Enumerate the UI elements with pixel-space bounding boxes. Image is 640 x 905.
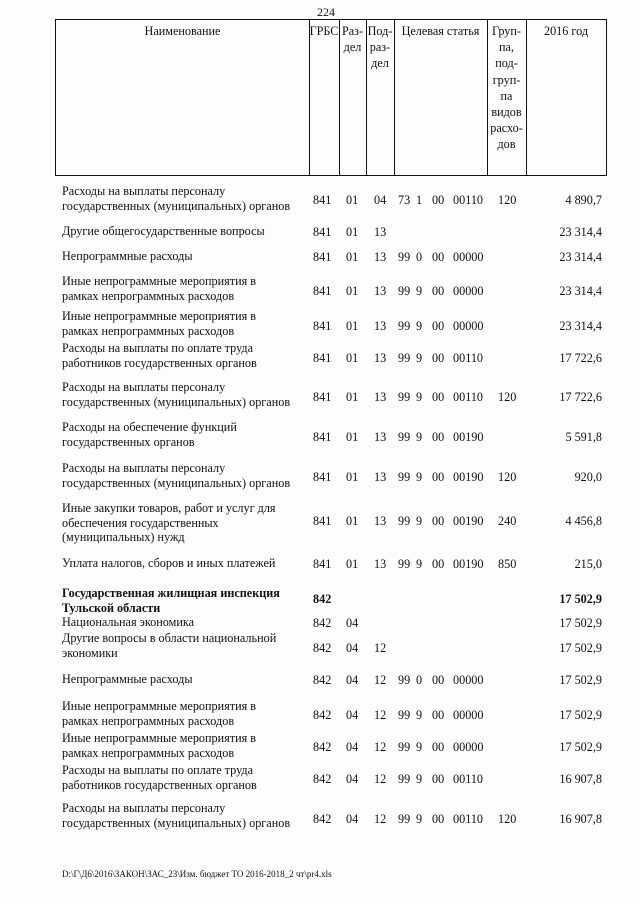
target-program-cell: 99 — [398, 812, 411, 826]
razdel-cell: 01 — [346, 557, 359, 571]
target-main-cell: 00 — [432, 250, 445, 264]
file-path-footer: D:\Г\Д6\2016\ЗАКОН\ЗАС_23\Изм. бюджет ТО 2016-2018_2 чт\pr4.xls — [62, 869, 332, 879]
group-cell: 120 — [498, 812, 517, 826]
target-subprogram-cell: 0 — [416, 250, 423, 264]
target-code-cell: 00110 — [453, 812, 484, 826]
amount-cell: 4 456,8 — [565, 514, 602, 528]
podrazdel-cell: 12 — [374, 740, 387, 754]
grbs-cell: 842 — [313, 740, 332, 754]
razdel-cell: 04 — [346, 673, 359, 687]
column-divider — [526, 19, 527, 176]
target-code-cell: 00000 — [453, 708, 484, 722]
row-name: Национальная экономика — [62, 615, 195, 629]
amount-cell: 17 722,6 — [559, 351, 602, 365]
header-year: 2016 год — [543, 24, 589, 38]
target-program-cell: 99 — [398, 470, 411, 484]
target-main-cell: 00 — [432, 351, 445, 365]
grbs-cell: 842 — [313, 772, 332, 786]
header-razdel: Раз- дел — [341, 24, 364, 55]
target-subprogram-cell: 9 — [416, 351, 423, 365]
target-main-cell: 00 — [432, 673, 445, 687]
grbs-cell: 842 — [313, 673, 332, 687]
target-subprogram-cell: 9 — [416, 812, 423, 826]
grbs-cell: 841 — [313, 193, 332, 207]
row-name: Иные непрограммные мероприятия в рамках непрограммных расходов — [62, 274, 257, 303]
razdel-cell: 01 — [346, 193, 359, 207]
amount-cell: 16 907,8 — [559, 812, 602, 826]
podrazdel-cell: 13 — [374, 319, 387, 333]
target-code-cell: 00000 — [453, 673, 484, 687]
column-divider — [309, 19, 310, 176]
razdel-cell: 04 — [346, 740, 359, 754]
target-program-cell: 99 — [398, 514, 411, 528]
podrazdel-cell: 13 — [374, 470, 387, 484]
target-code-cell: 00190 — [453, 514, 484, 528]
grbs-cell: 841 — [313, 430, 332, 444]
target-program-cell: 99 — [398, 740, 411, 754]
podrazdel-cell: 13 — [374, 250, 387, 264]
podrazdel-cell: 13 — [374, 284, 387, 298]
target-main-cell: 00 — [432, 430, 445, 444]
row-name: Иные непрограммные мероприятия в рамках непрограммных расходов — [62, 309, 257, 338]
page-number: 224 — [317, 5, 335, 19]
amount-cell: 23 314,4 — [559, 225, 602, 239]
row-name: Непрограммные расходы — [62, 672, 193, 686]
grbs-cell: 842 — [313, 592, 332, 606]
grbs-cell: 841 — [313, 319, 332, 333]
header-podrazdel: Под- раз- дел — [367, 24, 393, 71]
row-name: Непрограммные расходы — [62, 249, 193, 263]
target-main-cell: 00 — [432, 470, 445, 484]
amount-cell: 17 502,9 — [559, 592, 602, 606]
razdel-cell: 04 — [346, 812, 359, 826]
amount-cell: 23 314,4 — [559, 250, 602, 264]
target-program-cell: 99 — [398, 430, 411, 444]
target-code-cell: 00110 — [453, 193, 484, 207]
row-name: Государственная жилищная инспекция Тульской области — [62, 586, 280, 615]
row-name: Расходы на выплаты по оплате труда работников государственных органов — [62, 763, 257, 792]
group-cell: 120 — [498, 193, 517, 207]
grbs-cell: 842 — [313, 708, 332, 722]
podrazdel-cell: 12 — [374, 673, 387, 687]
grbs-cell: 841 — [313, 470, 332, 484]
header-name: Наименование — [144, 24, 221, 38]
razdel-cell: 01 — [346, 319, 359, 333]
target-main-cell: 00 — [432, 812, 445, 826]
amount-cell: 23 314,4 — [559, 319, 602, 333]
target-subprogram-cell: 9 — [416, 284, 423, 298]
podrazdel-cell: 12 — [374, 641, 387, 655]
razdel-cell: 01 — [346, 390, 359, 404]
target-program-cell: 99 — [398, 250, 411, 264]
target-subprogram-cell: 9 — [416, 430, 423, 444]
row-name: Иные непрограммные мероприятия в рамках непрограммных расходов — [62, 731, 257, 760]
target-main-cell: 00 — [432, 557, 445, 571]
razdel-cell: 04 — [346, 772, 359, 786]
grbs-cell: 841 — [313, 284, 332, 298]
amount-cell: 5 591,8 — [565, 430, 602, 444]
target-code-cell: 00110 — [453, 390, 484, 404]
podrazdel-cell: 04 — [374, 193, 387, 207]
podrazdel-cell: 12 — [374, 812, 387, 826]
target-subprogram-cell: 1 — [416, 193, 423, 207]
target-main-cell: 00 — [432, 193, 445, 207]
target-program-cell: 99 — [398, 557, 411, 571]
target-main-cell: 00 — [432, 514, 445, 528]
target-program-cell: 99 — [398, 351, 411, 365]
target-subprogram-cell: 9 — [416, 319, 423, 333]
group-cell: 120 — [498, 470, 517, 484]
target-code-cell: 00000 — [453, 250, 484, 264]
amount-cell: 23 314,4 — [559, 284, 602, 298]
target-code-cell: 00190 — [453, 470, 484, 484]
grbs-cell: 841 — [313, 351, 332, 365]
header-group: Груп- па, под- груп- па видов расхо- дов — [490, 24, 523, 152]
amount-cell: 17 502,9 — [559, 641, 602, 655]
razdel-cell: 04 — [346, 616, 359, 630]
header-target-article: Целевая статья — [401, 24, 480, 38]
target-main-cell: 00 — [432, 319, 445, 333]
target-code-cell: 00110 — [453, 772, 484, 786]
target-main-cell: 00 — [432, 740, 445, 754]
row-name: Уплата налогов, сборов и иных платежей — [62, 556, 276, 570]
razdel-cell: 01 — [346, 514, 359, 528]
target-program-cell: 99 — [398, 772, 411, 786]
target-program-cell: 99 — [398, 390, 411, 404]
grbs-cell: 841 — [313, 514, 332, 528]
razdel-cell: 01 — [346, 225, 359, 239]
target-code-cell: 00000 — [453, 740, 484, 754]
amount-cell: 16 907,8 — [559, 772, 602, 786]
amount-cell: 17 502,9 — [559, 673, 602, 687]
grbs-cell: 841 — [313, 250, 332, 264]
amount-cell: 215,0 — [574, 557, 602, 571]
target-subprogram-cell: 9 — [416, 772, 423, 786]
razdel-cell: 01 — [346, 250, 359, 264]
razdel-cell: 01 — [346, 430, 359, 444]
grbs-cell: 842 — [313, 812, 332, 826]
column-divider — [394, 19, 395, 176]
grbs-cell: 841 — [313, 557, 332, 571]
razdel-cell: 04 — [346, 708, 359, 722]
target-subprogram-cell: 9 — [416, 708, 423, 722]
amount-cell: 920,0 — [574, 470, 602, 484]
podrazdel-cell: 13 — [374, 557, 387, 571]
group-cell: 240 — [498, 514, 517, 528]
target-subprogram-cell: 9 — [416, 740, 423, 754]
row-name: Расходы на выплаты персоналу государственных (муниципальных) органов — [62, 184, 291, 213]
target-program-cell: 99 — [398, 673, 411, 687]
target-program-cell: 99 — [398, 284, 411, 298]
row-name: Расходы на обеспечение функций государственных органов — [62, 420, 237, 449]
header-grbs: ГРБС — [309, 24, 339, 38]
podrazdel-cell: 13 — [374, 351, 387, 365]
target-subprogram-cell: 9 — [416, 514, 423, 528]
target-code-cell: 00000 — [453, 284, 484, 298]
target-program-cell: 99 — [398, 708, 411, 722]
amount-cell: 17 502,9 — [559, 616, 602, 630]
row-name: Расходы на выплаты персоналу государственных (муниципальных) органов — [62, 801, 291, 830]
amount-cell: 17 722,6 — [559, 390, 602, 404]
target-subprogram-cell: 0 — [416, 673, 423, 687]
amount-cell: 17 502,9 — [559, 708, 602, 722]
target-subprogram-cell: 9 — [416, 470, 423, 484]
row-name: Иные закупки товаров, работ и услуг для обеспечения государственных (муниципальных) нужд — [62, 501, 276, 544]
target-main-cell: 00 — [432, 708, 445, 722]
target-program-cell: 99 — [398, 319, 411, 333]
target-main-cell: 00 — [432, 284, 445, 298]
grbs-cell: 842 — [313, 616, 332, 630]
razdel-cell: 04 — [346, 641, 359, 655]
grbs-cell: 842 — [313, 641, 332, 655]
podrazdel-cell: 13 — [374, 514, 387, 528]
target-subprogram-cell: 9 — [416, 390, 423, 404]
grbs-cell: 841 — [313, 390, 332, 404]
target-code-cell: 00000 — [453, 319, 484, 333]
amount-cell: 17 502,9 — [559, 740, 602, 754]
podrazdel-cell: 13 — [374, 390, 387, 404]
target-code-cell: 00190 — [453, 430, 484, 444]
razdel-cell: 01 — [346, 351, 359, 365]
target-subprogram-cell: 9 — [416, 557, 423, 571]
group-cell: 850 — [498, 557, 517, 571]
group-cell: 120 — [498, 390, 517, 404]
target-main-cell: 00 — [432, 390, 445, 404]
row-name: Расходы на выплаты персоналу государственных (муниципальных) органов — [62, 380, 291, 409]
podrazdel-cell: 12 — [374, 772, 387, 786]
razdel-cell: 01 — [346, 284, 359, 298]
row-name: Другие вопросы в области национальной экономики — [62, 631, 277, 660]
row-name: Расходы на выплаты по оплате труда работников государственных органов — [62, 341, 257, 370]
target-code-cell: 00110 — [453, 351, 484, 365]
amount-cell: 4 890,7 — [565, 193, 602, 207]
target-main-cell: 00 — [432, 772, 445, 786]
podrazdel-cell: 13 — [374, 430, 387, 444]
grbs-cell: 841 — [313, 225, 332, 239]
row-name: Иные непрограммные мероприятия в рамках непрограммных расходов — [62, 699, 257, 728]
row-name: Другие общегосударственные вопросы — [62, 224, 265, 238]
razdel-cell: 01 — [346, 470, 359, 484]
podrazdel-cell: 13 — [374, 225, 387, 239]
target-code-cell: 00190 — [453, 557, 484, 571]
target-program-cell: 73 — [398, 193, 411, 207]
row-name: Расходы на выплаты персоналу государственных (муниципальных) органов — [62, 461, 291, 490]
podrazdel-cell: 12 — [374, 708, 387, 722]
